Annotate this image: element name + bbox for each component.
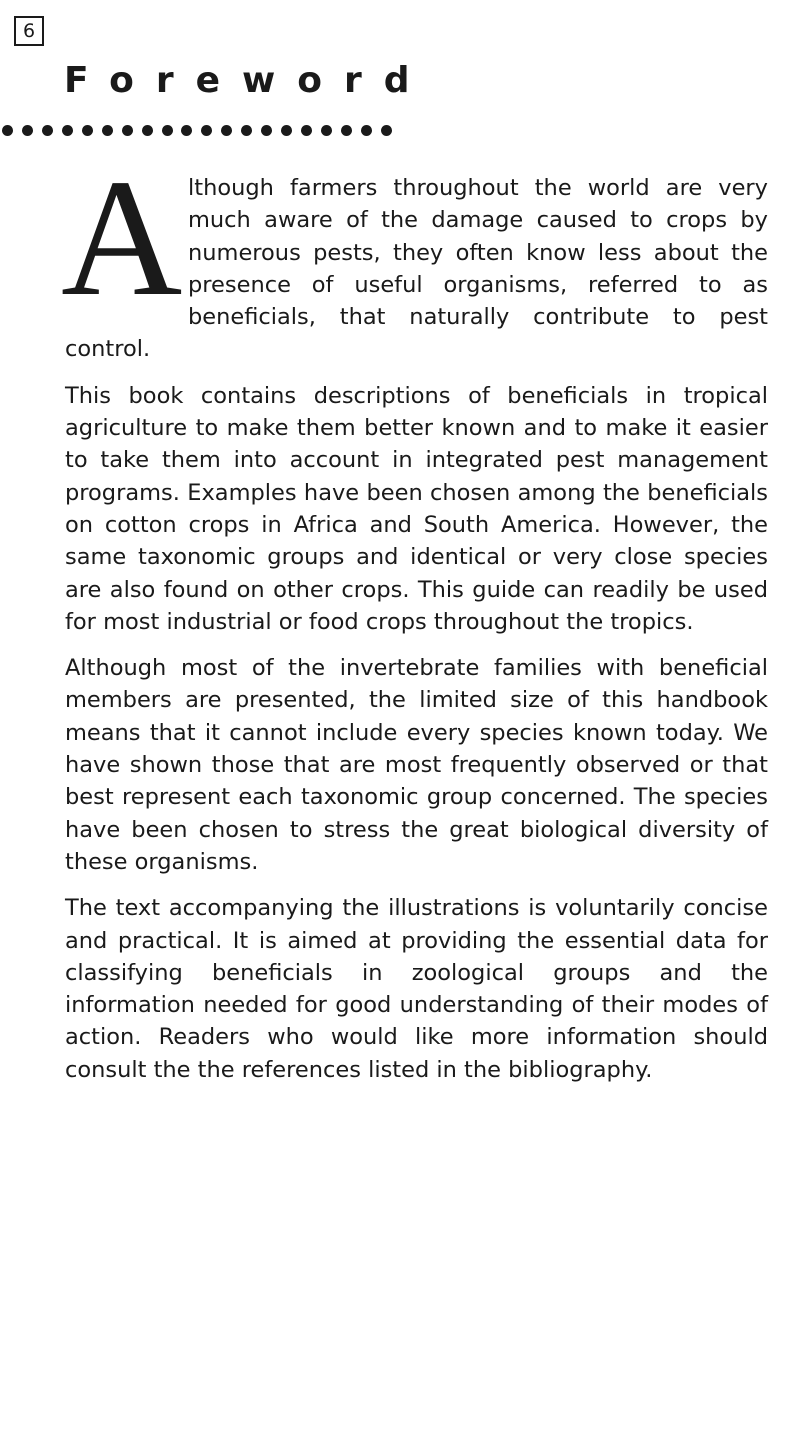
paragraph-book-description: This book contains descriptions of beneficials in tropical agriculture to make them better known and to make it easier to take them into account in integrated pest management programs. Examples have been chosen among the beneficials on cotton crops in Africa and South America. However, the same taxonomic groups and identical or very close species are also found on other crops. This guide can readily be used for most industrial or food crops throughout the tropics. bbox=[65, 382, 768, 635]
dotted-divider bbox=[2, 123, 392, 137]
divider-dot bbox=[241, 125, 252, 136]
page-number: 6 bbox=[14, 16, 44, 46]
divider-dot bbox=[361, 125, 372, 136]
divider-dot bbox=[142, 125, 153, 136]
divider-dot bbox=[82, 125, 93, 136]
divider-dot bbox=[181, 125, 192, 136]
paragraph-intro bbox=[61, 145, 768, 366]
divider-dot bbox=[221, 125, 232, 136]
page-title: Foreword bbox=[64, 60, 432, 101]
foreword-body bbox=[61, 145, 768, 1100]
drop-cap: A bbox=[61, 145, 183, 331]
paragraph-text-approach: The text accompanying the illustrations is voluntarily concise and practical. It is aimed at providing the essential data for classifying beneficials in zoological groups and the information needed for good understanding of their modes of action. Readers who would like more information should consult the the references listed in the bibliography. bbox=[65, 895, 768, 1083]
intro-text: lthough farmers throughout the world are very much aware of the damage caused to crops by numerous pests, they often know less about the presence of useful organisms, referred to as beneficials, that naturally contribute to pest control. bbox=[65, 175, 768, 363]
divider-dot bbox=[22, 125, 33, 136]
divider-dot bbox=[162, 125, 173, 136]
divider-dot bbox=[42, 125, 53, 136]
divider-dot bbox=[201, 125, 212, 136]
divider-dot bbox=[122, 125, 133, 136]
divider-dot bbox=[321, 125, 332, 136]
divider-dot bbox=[281, 125, 292, 136]
divider-dot bbox=[341, 125, 352, 136]
divider-dot bbox=[381, 125, 392, 136]
divider-dot bbox=[62, 125, 73, 136]
divider-dot bbox=[261, 125, 272, 136]
divider-dot bbox=[301, 125, 312, 136]
divider-dot bbox=[102, 125, 113, 136]
paragraph-species-scope: Although most of the invertebrate families with beneficial members are presented, the limited size of this handbook means that it cannot include every species known today. We have shown those that are most frequently observed or that best represent each taxonomic group concerned. The species have been chosen to stress the great biological diversity of these organisms. bbox=[65, 655, 768, 875]
divider-dot bbox=[2, 125, 13, 136]
